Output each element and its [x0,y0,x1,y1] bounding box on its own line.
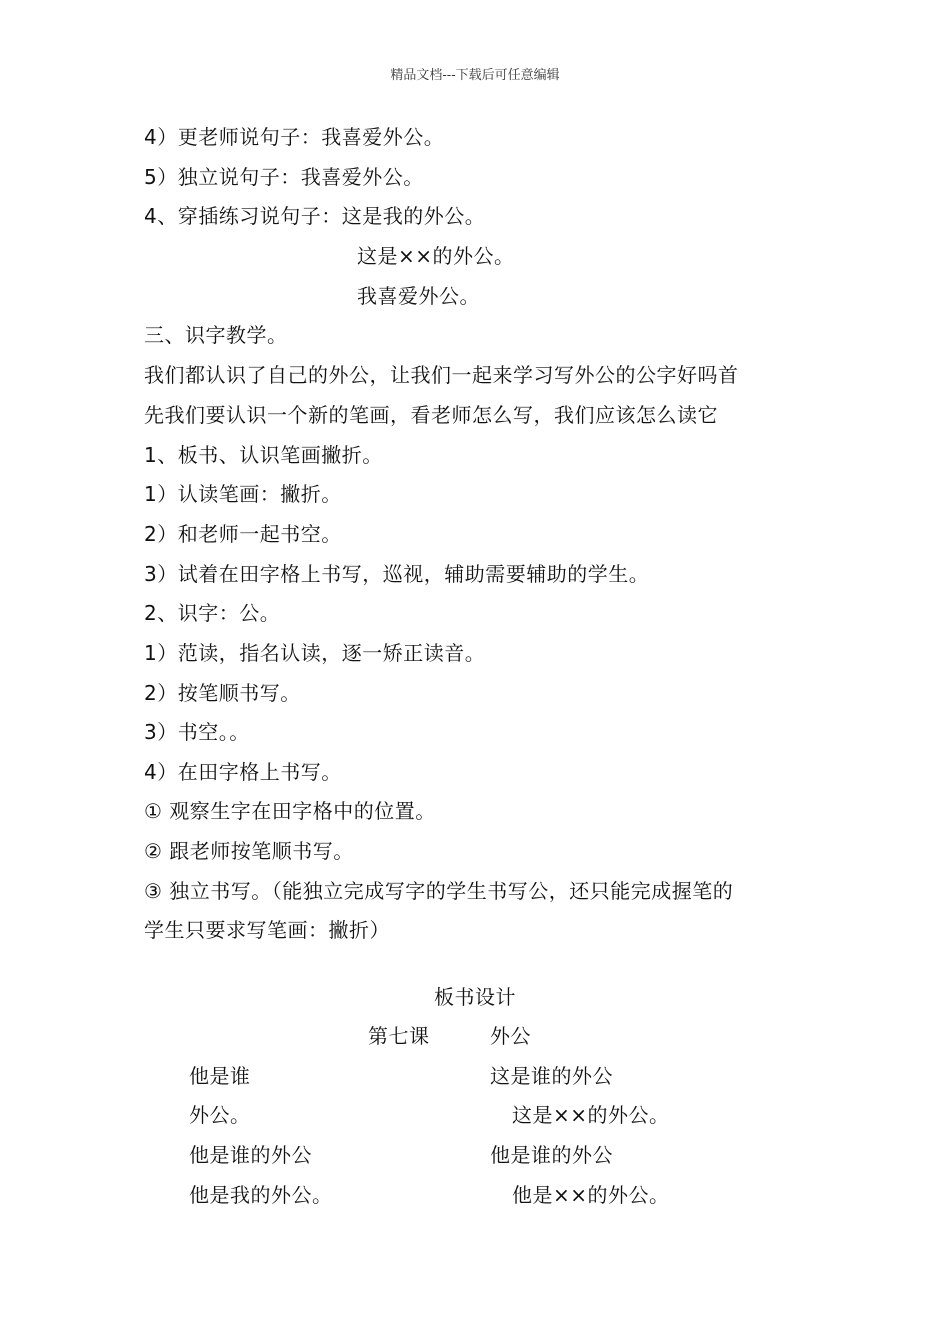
board-title: 板书设计 [434,985,516,1009]
text-line: 1、板书、认识笔画撇折。 [144,443,383,467]
board-lesson: 第七课 [368,1024,430,1048]
board-left-line: 他是谁 [189,1064,251,1088]
text-line: ② 跟老师按笔顺书写。 [144,839,354,863]
text-line: 4）更老师说句子：我喜爱外公。 [144,125,445,149]
text-line: 先我们要认识一个新的笔画，看老师怎么写，我们应该怎么读它 [144,403,718,427]
text-line: 学生只要求写笔画：撇折） [144,918,390,942]
text-line: 1）范读，指名认读，逐一矫正读音。 [144,641,486,665]
page-header: 精品文档---下载后可任意编辑 [390,68,560,83]
text-line: 1）认读笔画：撇折。 [144,482,342,506]
text-line: 我们都认识了自己的外公，让我们一起来学习写外公的公字好吗首 [144,363,739,387]
text-line: 4）在田字格上书写。 [144,760,342,784]
board-left-line: 他是我的外公。 [189,1183,333,1207]
text-line: 2）和老师一起书空。 [144,522,342,546]
text-line: 我喜爱外公。 [357,284,480,308]
text-line: 2）按笔顺书写。 [144,681,301,705]
text-line: 3）试着在田字格上书写，巡视，辅助需要辅助的学生。 [144,562,650,586]
board-right-line: 这是谁的外公 [490,1064,613,1088]
text-line: ① 观察生字在田字格中的位置。 [144,799,436,823]
text-line: 2、识字：公。 [144,601,281,625]
text-line: 这是××的外公。 [357,244,515,268]
text-line: ③ 独立书写。（能独立完成写字的学生书写公，还只能完成握笔的 [144,879,734,903]
text-line: 3）书空。。 [144,720,250,744]
text-line: 4、穿插练习说句子：这是我的外公。 [144,204,486,228]
board-right-line: 这是××的外公。 [512,1103,670,1127]
board-left-line: 外公。 [189,1103,251,1127]
board-right-line: 他是××的外公。 [512,1183,670,1207]
board-lesson-word: 外公 [490,1024,531,1048]
text-line: 5）独立说句子：我喜爱外公。 [144,165,424,189]
section-heading: 三、识字教学。 [144,323,288,347]
board-left-line: 他是谁的外公 [189,1143,312,1167]
board-right-line: 他是谁的外公 [490,1143,613,1167]
